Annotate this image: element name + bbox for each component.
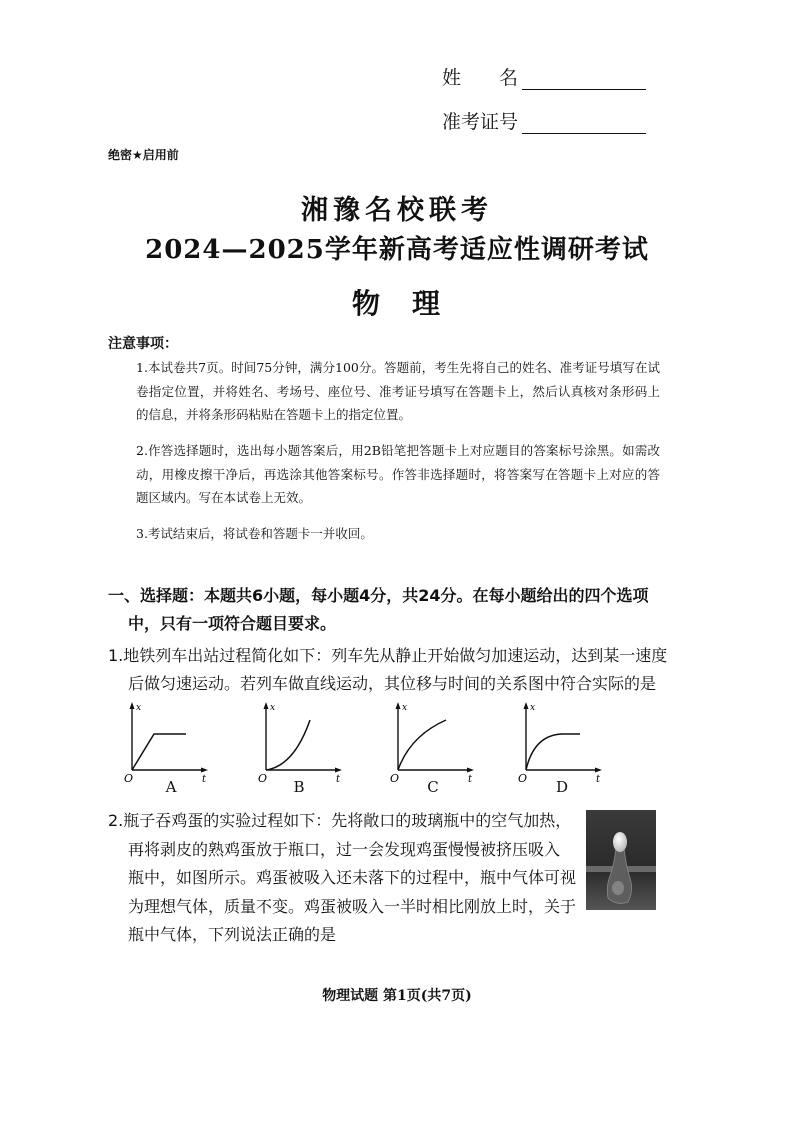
section-heading-line2: 中，只有一项符合题目要求。 bbox=[128, 614, 337, 633]
option-c-label: C bbox=[427, 778, 439, 796]
section-heading-line1: 一、选择题：本题共6小题，每小题4分，共24分。在每小题给出的四个选项 bbox=[108, 586, 649, 605]
name-blank-line bbox=[522, 69, 646, 90]
y-axis-label: x bbox=[402, 703, 408, 713]
y-axis-label: x bbox=[530, 703, 536, 713]
exam-id-field bbox=[442, 107, 646, 134]
graph-option-b bbox=[258, 700, 344, 790]
notice-item: 2.作答选择题时，选出每小题答案后，用2B铅笔把答题卡上对应题目的答案标号涂黑。如需改动，用橡皮擦干净后，再选涂其他答案标号。作答非选择题时，将答案写在答题卡上对应的答题区域内。写在本试卷上无效。 bbox=[136, 443, 660, 505]
question-1-line2: 后做匀速运动。若列车做直线运动，其位移与时间的关系图中符合实际的是 bbox=[128, 674, 657, 693]
x-axis-label: t bbox=[336, 774, 341, 785]
origin-label: O bbox=[258, 772, 268, 785]
notice-heading: 注意事项： bbox=[108, 336, 178, 352]
confidential-mark: 绝密★启用前 bbox=[108, 148, 179, 162]
notice-item: 1.本试卷共7页。时间75分钟，满分100分。答题前，考生先将自己的姓名、准考证号填写在试卷指定位置，并将姓名、考场号、座位号、准考证号填写在答题卡上，然后认真核对条形码上的信息，并将条形码粘贴在答题卡上的指定位置。 bbox=[136, 360, 660, 422]
graph-option-d bbox=[518, 700, 604, 790]
subject-title: 物 理 bbox=[351, 287, 442, 320]
origin-label: O bbox=[518, 772, 528, 785]
option-a-label: A bbox=[165, 778, 177, 796]
option-b-label: B bbox=[293, 778, 305, 796]
origin-label: O bbox=[124, 772, 134, 785]
graph-option-c bbox=[390, 700, 476, 790]
exam-union-title: 湘豫名校联考 bbox=[301, 195, 493, 226]
page-footer: 物理试题 第1页(共7页) bbox=[322, 988, 472, 1004]
bottle-egg-photo bbox=[586, 810, 656, 910]
question-2-line2: 再将剥皮的熟鸡蛋放于瓶口，过一会发现鸡蛋慢慢被挤压吸入 bbox=[128, 839, 561, 859]
exam-id-label: 准考证号 bbox=[442, 111, 519, 133]
question-2-line5: 瓶中气体，下列说法正确的是 bbox=[128, 925, 337, 944]
question-2-line4: 为理想气体，质量不变。鸡蛋被吸入一半时相比刚放上时，关于 bbox=[128, 896, 577, 916]
graph-option-a bbox=[124, 700, 210, 790]
y-axis-label: x bbox=[136, 703, 142, 713]
x-axis-label: t bbox=[596, 774, 601, 785]
section-heading bbox=[108, 582, 668, 638]
question-1 bbox=[108, 642, 668, 698]
question-2-line3: 瓶中，如图所示。鸡蛋被吸入还未落下的过程中，瓶中气体可视 bbox=[128, 868, 577, 887]
question-2-line1: 2.瓶子吞鸡蛋的实验过程如下：先将敞口的玻璃瓶中的空气加热， bbox=[108, 811, 572, 830]
question-1-line1: 1.地铁列车出站过程简化如下：列车先从静止开始做匀加速运动，达到某一速度 bbox=[108, 646, 668, 665]
name-field bbox=[442, 63, 646, 90]
name-label: 姓 名 bbox=[442, 67, 519, 89]
option-d-label: D bbox=[555, 778, 569, 796]
origin-label: O bbox=[390, 772, 400, 785]
notice-item: 3.考试结束后，将试卷和答题卡一并收回。 bbox=[136, 526, 373, 541]
y-axis-label: x bbox=[270, 703, 276, 713]
exam-name-title: 2024—2025学年新高考适应性调研考试 bbox=[145, 235, 649, 265]
x-axis-label: t bbox=[202, 774, 207, 785]
question-2 bbox=[108, 807, 583, 950]
x-axis-label: t bbox=[468, 774, 473, 785]
exam-id-blank-line bbox=[522, 113, 646, 134]
